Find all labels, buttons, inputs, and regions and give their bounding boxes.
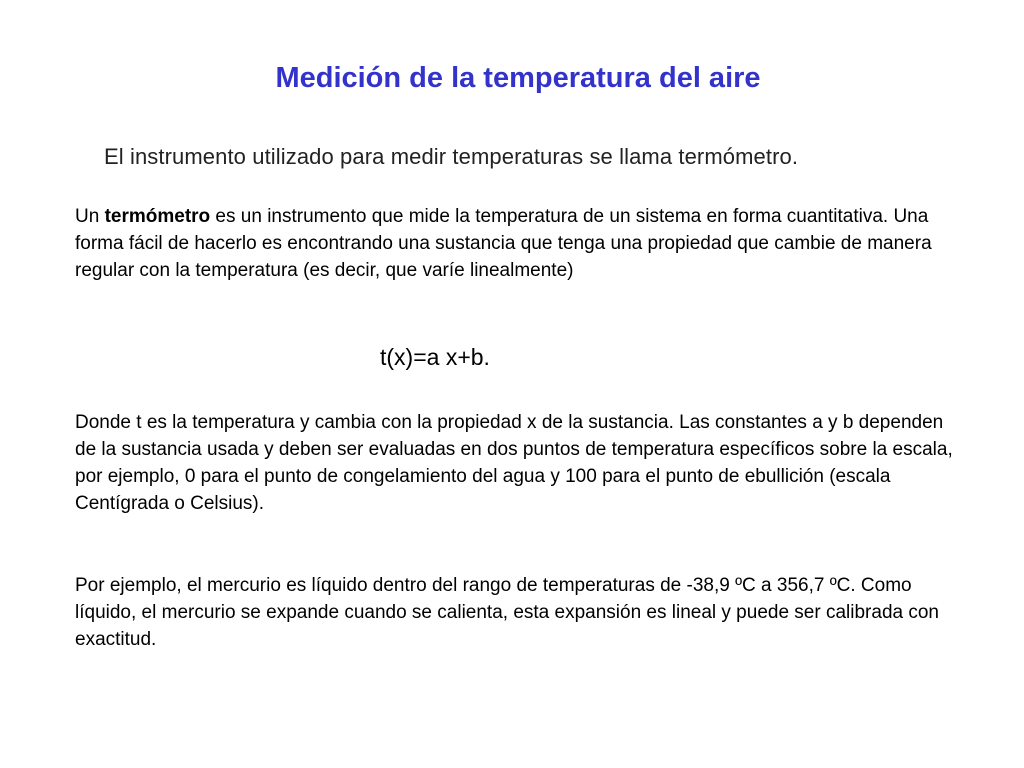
paragraph-thermometer-definition	[75, 203, 965, 284]
paragraph-1-body: es un instrumento que mide la temperatura de un sistema en forma cuantitativa. Una forma fácil de hacerlo es encontrando una sustancia que tenga una propiedad que cambie de manera regular con la temperatura (es decir, que varíe linealmente)	[75, 206, 932, 281]
paragraph-mercury-example: Por ejemplo, el mercurio es líquido dentro del rango de temperaturas de -38,9 ºC a 356,7 ºC. Como líquido, el mercurio se expande cuando se calienta, esta expansión es lineal y puede ser calibrada con exactitud.	[75, 575, 939, 650]
lead-sentence: El instrumento utilizado para medir temperaturas se llama termómetro.	[104, 144, 799, 169]
linear-formula: t(x)=a x+b.	[380, 344, 490, 370]
paragraph-1-prefix: Un	[75, 206, 105, 227]
paragraph-constants-explanation: Donde t es la temperatura y cambia con la propiedad x de la sustancia. Las constantes a y b dependen de la sustancia usada y deben ser evaluadas en dos puntos de temperatura específicos sobre la escala, por ejemplo, 0 para el punto de congelamiento del agua y 100 para el punto de ebullición (escala Centígrada o Celsius).	[75, 412, 953, 514]
slide-title: Medición de la temperatura del aire	[275, 62, 761, 94]
bold-term-termometro: termómetro	[104, 206, 211, 227]
